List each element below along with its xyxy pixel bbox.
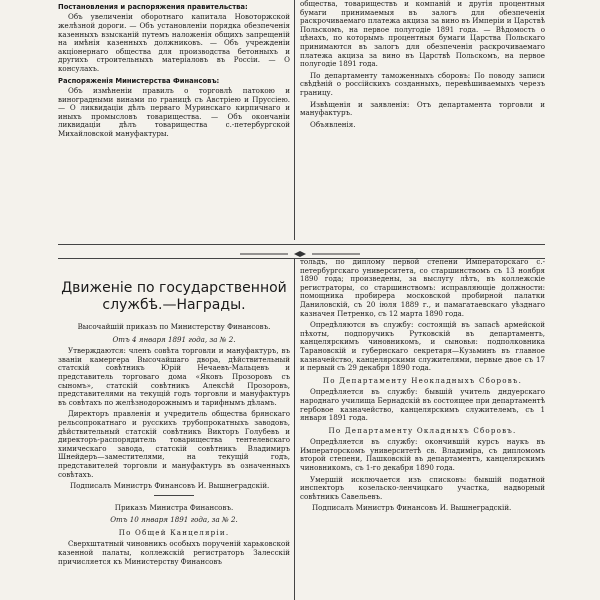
minister-signature-1: Подписалъ Министръ Финансовъ И. Вышнеградскій. [70,481,270,491]
non-assessed-dept-paragraph: Опредѣляется въ службу: бывшій учитель дндуерскаго народнаго училища Бернадскій въ состоящее при департаментѣ гербовое казначейство, канцелярскимъ служителемъ, съ 1 января 1891 года. [300,387,545,423]
contents-heading-decrees: Постановления и распоряжения правительства: [58,3,248,11]
short-rule [154,495,194,496]
promotions-paragraph: тольдъ, по диплому первой степени Императорскаго с.-петербургскаго университета, со старшинствомъ съ 13 ноября 1890 года; произведены, за выслугу лѣтъ, въ коллежскіе регистраторы, со старшинствомъ: исправляющіе должности: помощника пробирера московской пробирной палатки Даниловскій, съ 20 іюля 1889 г., и памагатаевскаго уѣзднаго казначея Петренко, съ 12 марта 1890 года. [300,258,545,318]
directors-paragraph: Директоръ правленія и учредитель общества брянскаго рельсопрокатнаго и русскихъ трубопрокатныхъ заводовъ, дѣйствительный статскій совѣтникъ Викторъ Голубевъ и директоръ-распорядитель товарищества тентелевскаго химическаго завода, статскій совѣтникъ Владимиръ Шнейдеръ—заместителями, на текущій годъ, представителей торговли и мануфактуръ въ означенныхъ совѣтахъ. [58,409,290,479]
contents-ads-text: Объявленія. [310,119,356,129]
contents-heading-ministry: Распоряженія Министерства Финансовъ: [58,76,220,85]
article-title: Движеніе по государственной службѣ.—Награды. [61,280,287,313]
contents-securities-text: общества, товариществъ и компаній и другія процентныя бумаги принимаемыя въ залогъ для обезпеченія раскрочиваемаго платежа акциза за вино въ Имперіи и Царствѣ Польскомъ, на первое полугодіе 1891 года. — Вѣдомость о цѣнахъ, по которымъ процентныя бумаги Царства Польскаго принимаются въ залогъ для обезпеченія раскрочиваемаго платежа акциза за вино въ Царствѣ Польскомъ, на первое полугодіе 1891 года. [300,0,545,69]
contents-customs-text: По департаменту таможенныхъ сборовъ: По поводу записи свѣдѣній о россійскихъ созданныхъ, перевѣшиваемыхъ черезъ границу. [300,70,545,97]
chancery-paragraph: Сверхштатный чиновникъ особыхъ порученій харьковской казенной палаты, коллежскій регистраторъ Залесскій причисляется къ Министерству Финансовъ [58,539,290,566]
deceased-paragraph: Умершій исключается изъ списковъ: бывшій податной инспекторъ козельско-ленчицкаго участка, надворный совѣтникъ Савельевъ. [300,474,545,501]
article-left-column [58,258,290,600]
section-divider-top [58,244,545,245]
contents-left-column [58,0,290,240]
contents-ministry-text: Объ измѣненіи правилъ о торговлѣ патокою и виноградными винами по границѣ съ Австріею и Пруссіею. — О ликвидаціи дѣлъ перваго Муринскаго кирпичнаго и иныхъ промысловъ товарищества. — Объ окончаніи ликвидаціи дѣлъ товарищества с.-петербургской Михайловской мануфактуры. [58,85,290,138]
ornament-divider [240,251,360,257]
minister-order-date: Отъ 10 января 1891 года, за № 2. [110,515,238,525]
contents-right-column [300,0,545,240]
confirmation-paragraph: Утверждаются: членъ совѣта торговли и мануфактуръ, въ званіи камергера Высочайшаго двора, дѣйствительный статскій совѣтникъ Юрій Нечаевъ-Мальцевъ и представитель торговаго дома «Яковъ Прозоровъ съ сыномъ», статскій совѣтникъ Алексѣй Прозоровъ, представителями на текущій годъ торговли и мануфактуръ въ совѣтахъ по желѣзнодорожнымъ и тарифнымъ дѣламъ. [58,346,290,407]
imperial-order-heading: Высочайшій приказъ по Министерству Финансовъ. [77,322,271,331]
assessed-dept-heading: По Департаменту Окладныхъ Сборовъ. [328,425,517,435]
minister-signature-2: Подписалъ Министръ Финансовъ И. Вышнеградскій. [312,503,512,513]
minister-order-heading: Приказъ Министра Финансовъ. [114,502,234,512]
column-divider-top [294,0,295,240]
imperial-order-date: Отъ 4 января 1891 года, за № 2. [112,334,236,344]
column-divider-bottom [294,258,295,600]
assessed-dept-paragraph: Опредѣляется въ службу: окончившій курсъ наукъ въ Императорскомъ университетѣ св. Владиміра, съ дипломомъ второй степени, Пашковскій въ департаментъ, канцелярскимъ чиновникомъ, съ 1-го декабря 1890 года. [300,437,545,473]
chancery-heading: По Общей Канцеляріи. [118,527,230,537]
contents-notices-text: Извѣщенія и заявленія: Отъ департамента торговли и мануфактуръ. [300,99,545,118]
article-right-column [300,258,545,600]
contents-decrees-text: Объ увеличеніи оборотнаго капитала Новоторжской желѣзной дороги. — Объ установленіи порядка обезпеченія казенныхъ взысканій путемъ наложенія общихъ запрещеній на имѣнія казенныхъ должниковъ. — Объ учрежденіи акціонернаго общества для производства бетонныхъ и другихъ строительныхъ матеріаловъ въ Россіи. — О консулахъ. [58,12,290,73]
non-assessed-dept-heading: По Департаменту Неокладныхъ Сборовъ. [322,375,523,385]
appointments-paragraph: Опредѣляются въ службу: состоящій въ запасѣ армейской пѣхоты, подпоручикъ Рутковскій въ департаментъ, канцелярскимъ чиновникомъ, и сыновья: подполковника Тарановскій и губернскаго секретаря—Кузьминъ въ главное казначейство, канцелярскими служителями, первые двое съ 17 и первый съ 29 декабря 1890 года. [300,320,545,373]
